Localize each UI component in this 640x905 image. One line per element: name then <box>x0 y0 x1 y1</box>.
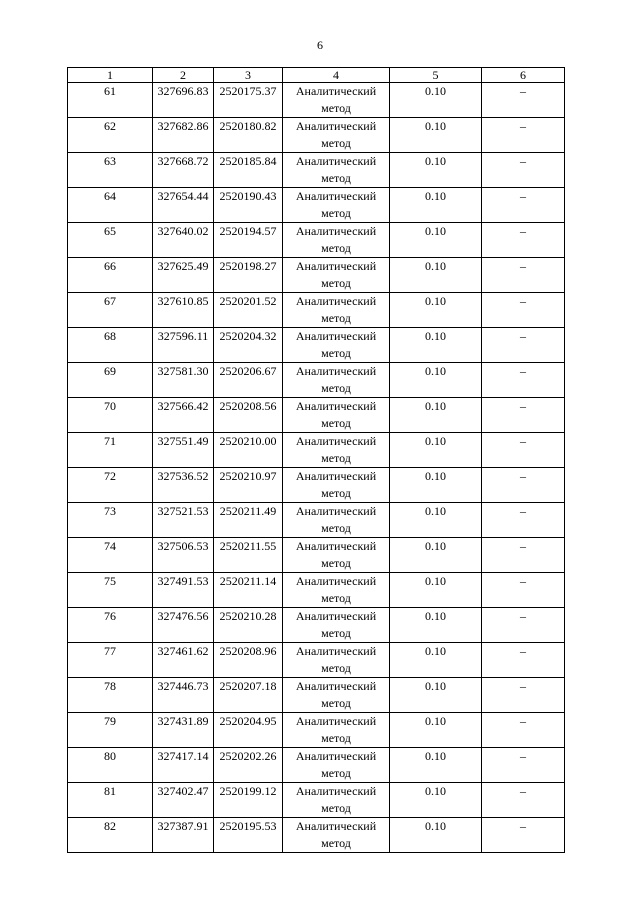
method-line-1: Аналитический <box>295 679 377 693</box>
point-number-cell: 66 <box>68 258 153 293</box>
method-line-2: метод <box>321 276 351 290</box>
table-row <box>68 468 565 503</box>
x-coordinate-cell: 327461.62 <box>153 643 214 678</box>
accuracy-cell: 0.10 <box>390 818 482 853</box>
note-cell: – <box>482 363 565 398</box>
method-line-2: метод <box>321 801 351 815</box>
note-cell: – <box>482 713 565 748</box>
y-coordinate-cell: 2520211.14 <box>214 573 283 608</box>
method-cell <box>283 713 390 748</box>
method-cell <box>283 258 390 293</box>
table-row <box>68 83 565 118</box>
point-number-cell: 69 <box>68 363 153 398</box>
note-cell: – <box>482 398 565 433</box>
note-cell: – <box>482 293 565 328</box>
point-number-cell: 68 <box>68 328 153 363</box>
method-cell <box>283 153 390 188</box>
note-cell: – <box>482 223 565 258</box>
method-line-2: метод <box>321 591 351 605</box>
table-header-row <box>68 68 565 83</box>
method-cell <box>283 328 390 363</box>
y-coordinate-cell: 2520194.57 <box>214 223 283 258</box>
point-number-cell: 76 <box>68 608 153 643</box>
page-number: 6 <box>317 38 323 52</box>
coordinates-table <box>67 67 565 853</box>
method-line-2: метод <box>321 451 351 465</box>
table-row <box>68 258 565 293</box>
column-header: 1 <box>68 68 153 83</box>
y-coordinate-cell: 2520210.97 <box>214 468 283 503</box>
method-cell <box>283 678 390 713</box>
method-cell <box>283 293 390 328</box>
method-line-2: метод <box>321 836 351 850</box>
note-cell: – <box>482 818 565 853</box>
accuracy-cell: 0.10 <box>390 223 482 258</box>
point-number-cell: 82 <box>68 818 153 853</box>
method-cell <box>283 573 390 608</box>
accuracy-cell: 0.10 <box>390 258 482 293</box>
method-cell <box>283 118 390 153</box>
point-number-cell: 79 <box>68 713 153 748</box>
x-coordinate-cell: 327476.56 <box>153 608 214 643</box>
y-coordinate-cell: 2520210.28 <box>214 608 283 643</box>
x-coordinate-cell: 327654.44 <box>153 188 214 223</box>
method-cell <box>283 783 390 818</box>
method-line-2: метод <box>321 136 351 150</box>
x-coordinate-cell: 327625.49 <box>153 258 214 293</box>
method-line-1: Аналитический <box>295 504 377 518</box>
method-line-1: Аналитический <box>295 364 377 378</box>
accuracy-cell: 0.10 <box>390 538 482 573</box>
method-line-2: метод <box>321 556 351 570</box>
method-cell <box>283 83 390 118</box>
method-line-2: метод <box>321 731 351 745</box>
y-coordinate-cell: 2520180.82 <box>214 118 283 153</box>
column-header: 6 <box>482 68 565 83</box>
y-coordinate-cell: 2520202.26 <box>214 748 283 783</box>
accuracy-cell: 0.10 <box>390 188 482 223</box>
table-row <box>68 713 565 748</box>
y-coordinate-cell: 2520208.56 <box>214 398 283 433</box>
note-cell: – <box>482 608 565 643</box>
y-coordinate-cell: 2520210.00 <box>214 433 283 468</box>
method-line-2: метод <box>321 346 351 360</box>
accuracy-cell: 0.10 <box>390 83 482 118</box>
table-row <box>68 818 565 853</box>
method-line-1: Аналитический <box>295 609 377 623</box>
point-number-cell: 61 <box>68 83 153 118</box>
table-row <box>68 328 565 363</box>
accuracy-cell: 0.10 <box>390 783 482 818</box>
method-line-2: метод <box>321 416 351 430</box>
x-coordinate-cell: 327581.30 <box>153 363 214 398</box>
note-cell: – <box>482 678 565 713</box>
y-coordinate-cell: 2520201.52 <box>214 293 283 328</box>
point-number-cell: 64 <box>68 188 153 223</box>
note-cell: – <box>482 118 565 153</box>
note-cell: – <box>482 538 565 573</box>
method-cell <box>283 398 390 433</box>
y-coordinate-cell: 2520175.37 <box>214 83 283 118</box>
y-coordinate-cell: 2520190.43 <box>214 188 283 223</box>
y-coordinate-cell: 2520208.96 <box>214 643 283 678</box>
point-number-cell: 63 <box>68 153 153 188</box>
method-line-1: Аналитический <box>295 154 377 168</box>
method-line-1: Аналитический <box>295 819 377 833</box>
x-coordinate-cell: 327640.02 <box>153 223 214 258</box>
point-number-cell: 81 <box>68 783 153 818</box>
x-coordinate-cell: 327566.42 <box>153 398 214 433</box>
x-coordinate-cell: 327491.53 <box>153 573 214 608</box>
note-cell: – <box>482 503 565 538</box>
x-coordinate-cell: 327417.14 <box>153 748 214 783</box>
method-line-2: метод <box>321 766 351 780</box>
y-coordinate-cell: 2520204.95 <box>214 713 283 748</box>
method-line-1: Аналитический <box>295 784 377 798</box>
method-line-1: Аналитический <box>295 84 377 98</box>
point-number-cell: 72 <box>68 468 153 503</box>
y-coordinate-cell: 2520198.27 <box>214 258 283 293</box>
y-coordinate-cell: 2520199.12 <box>214 783 283 818</box>
x-coordinate-cell: 327596.11 <box>153 328 214 363</box>
accuracy-cell: 0.10 <box>390 293 482 328</box>
note-cell: – <box>482 468 565 503</box>
column-header: 4 <box>283 68 390 83</box>
table-row <box>68 573 565 608</box>
accuracy-cell: 0.10 <box>390 363 482 398</box>
accuracy-cell: 0.10 <box>390 503 482 538</box>
method-line-1: Аналитический <box>295 294 377 308</box>
accuracy-cell: 0.10 <box>390 573 482 608</box>
table-row <box>68 293 565 328</box>
point-number-cell: 62 <box>68 118 153 153</box>
table-row <box>68 398 565 433</box>
method-line-2: метод <box>321 206 351 220</box>
point-number-cell: 74 <box>68 538 153 573</box>
method-cell <box>283 748 390 783</box>
y-coordinate-cell: 2520207.18 <box>214 678 283 713</box>
table-row <box>68 363 565 398</box>
note-cell: – <box>482 328 565 363</box>
table-row <box>68 118 565 153</box>
column-header: 3 <box>214 68 283 83</box>
y-coordinate-cell: 2520204.32 <box>214 328 283 363</box>
point-number-cell: 71 <box>68 433 153 468</box>
point-number-cell: 80 <box>68 748 153 783</box>
accuracy-cell: 0.10 <box>390 118 482 153</box>
x-coordinate-cell: 327402.47 <box>153 783 214 818</box>
x-coordinate-cell: 327696.83 <box>153 83 214 118</box>
accuracy-cell: 0.10 <box>390 153 482 188</box>
x-coordinate-cell: 327610.85 <box>153 293 214 328</box>
accuracy-cell: 0.10 <box>390 433 482 468</box>
table-row <box>68 503 565 538</box>
x-coordinate-cell: 327387.91 <box>153 818 214 853</box>
method-cell <box>283 188 390 223</box>
method-line-2: метод <box>321 171 351 185</box>
note-cell: – <box>482 573 565 608</box>
accuracy-cell: 0.10 <box>390 608 482 643</box>
column-header: 2 <box>153 68 214 83</box>
y-coordinate-cell: 2520211.55 <box>214 538 283 573</box>
table-row <box>68 538 565 573</box>
note-cell: – <box>482 83 565 118</box>
x-coordinate-cell: 327668.72 <box>153 153 214 188</box>
y-coordinate-cell: 2520211.49 <box>214 503 283 538</box>
table-row <box>68 748 565 783</box>
method-line-1: Аналитический <box>295 224 377 238</box>
table-row <box>68 433 565 468</box>
x-coordinate-cell: 327682.86 <box>153 118 214 153</box>
x-coordinate-cell: 327506.53 <box>153 538 214 573</box>
method-line-1: Аналитический <box>295 574 377 588</box>
note-cell: – <box>482 258 565 293</box>
method-line-1: Аналитический <box>295 399 377 413</box>
table-row <box>68 643 565 678</box>
y-coordinate-cell: 2520185.84 <box>214 153 283 188</box>
method-cell <box>283 503 390 538</box>
method-line-1: Аналитический <box>295 539 377 553</box>
point-number-cell: 65 <box>68 223 153 258</box>
table-row <box>68 223 565 258</box>
method-cell <box>283 468 390 503</box>
method-line-2: метод <box>321 311 351 325</box>
method-line-2: метод <box>321 626 351 640</box>
method-line-1: Аналитический <box>295 714 377 728</box>
point-number-cell: 78 <box>68 678 153 713</box>
note-cell: – <box>482 643 565 678</box>
table-row <box>68 153 565 188</box>
column-header: 5 <box>390 68 482 83</box>
table-row <box>68 678 565 713</box>
point-number-cell: 75 <box>68 573 153 608</box>
method-line-2: метод <box>321 696 351 710</box>
accuracy-cell: 0.10 <box>390 643 482 678</box>
method-line-2: метод <box>321 486 351 500</box>
method-cell <box>283 223 390 258</box>
x-coordinate-cell: 327551.49 <box>153 433 214 468</box>
x-coordinate-cell: 327521.53 <box>153 503 214 538</box>
method-cell <box>283 433 390 468</box>
method-line-2: метод <box>321 241 351 255</box>
method-cell <box>283 643 390 678</box>
accuracy-cell: 0.10 <box>390 468 482 503</box>
table-row <box>68 608 565 643</box>
method-line-2: метод <box>321 661 351 675</box>
method-line-1: Аналитический <box>295 644 377 658</box>
method-line-1: Аналитический <box>295 329 377 343</box>
note-cell: – <box>482 783 565 818</box>
point-number-cell: 70 <box>68 398 153 433</box>
x-coordinate-cell: 327536.52 <box>153 468 214 503</box>
method-line-2: метод <box>321 381 351 395</box>
x-coordinate-cell: 327446.73 <box>153 678 214 713</box>
method-line-2: метод <box>321 101 351 115</box>
accuracy-cell: 0.10 <box>390 678 482 713</box>
method-line-1: Аналитический <box>295 259 377 273</box>
method-line-1: Аналитический <box>295 434 377 448</box>
method-cell <box>283 538 390 573</box>
method-cell <box>283 818 390 853</box>
accuracy-cell: 0.10 <box>390 748 482 783</box>
note-cell: – <box>482 188 565 223</box>
y-coordinate-cell: 2520206.67 <box>214 363 283 398</box>
method-line-1: Аналитический <box>295 469 377 483</box>
method-line-1: Аналитический <box>295 119 377 133</box>
accuracy-cell: 0.10 <box>390 398 482 433</box>
table-row <box>68 188 565 223</box>
y-coordinate-cell: 2520195.53 <box>214 818 283 853</box>
point-number-cell: 67 <box>68 293 153 328</box>
method-line-2: метод <box>321 521 351 535</box>
accuracy-cell: 0.10 <box>390 328 482 363</box>
point-number-cell: 73 <box>68 503 153 538</box>
note-cell: – <box>482 153 565 188</box>
method-cell <box>283 608 390 643</box>
note-cell: – <box>482 433 565 468</box>
table-row <box>68 783 565 818</box>
method-line-1: Аналитический <box>295 749 377 763</box>
point-number-cell: 77 <box>68 643 153 678</box>
method-line-1: Аналитический <box>295 189 377 203</box>
note-cell: – <box>482 748 565 783</box>
x-coordinate-cell: 327431.89 <box>153 713 214 748</box>
accuracy-cell: 0.10 <box>390 713 482 748</box>
method-cell <box>283 363 390 398</box>
